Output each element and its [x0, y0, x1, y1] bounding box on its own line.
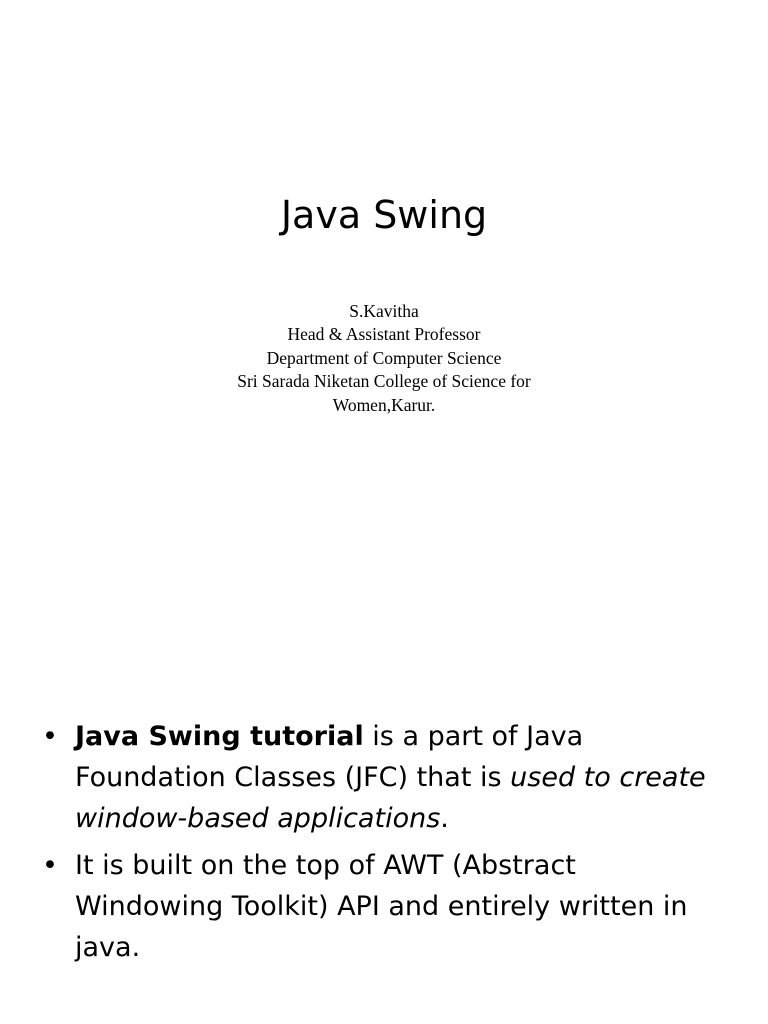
italic-text: used to create	[510, 762, 706, 793]
bullet-text-line	[75, 757, 728, 798]
bullet-text-line: Windowing Toolkit) API and entirely written in	[75, 891, 688, 922]
author-name: S.Kavitha	[349, 301, 419, 321]
bullet-text-line: java.	[75, 932, 141, 963]
bold-term: Java Swing tutorial	[75, 721, 364, 752]
italic-text: window-based applications	[75, 803, 441, 834]
slide-title: Java Swing	[280, 193, 488, 237]
author-department: Department of Computer Science	[266, 347, 502, 368]
author-college: Sri Sarada Niketan College of Science for	[237, 371, 531, 392]
bullet-text-line: It is built on the top of AWT (Abstract	[75, 850, 576, 881]
author-location: Women,Karur.	[332, 394, 436, 415]
bullet-text: .	[440, 803, 449, 834]
bullet-marker: •	[42, 850, 58, 881]
author-position: Head & Assistant Professor	[287, 324, 481, 345]
bullet-item	[0, 716, 768, 839]
bullet-text-line	[75, 798, 728, 839]
bullet-item	[0, 845, 768, 968]
author-info	[184, 300, 584, 417]
bullet-marker: •	[42, 721, 58, 752]
bullet-text: is a part of Java	[363, 721, 584, 752]
bullet-text-line	[75, 716, 728, 757]
bullet-text: Foundation Classes (JFC) that is	[75, 762, 511, 793]
bullet-list	[0, 716, 768, 974]
